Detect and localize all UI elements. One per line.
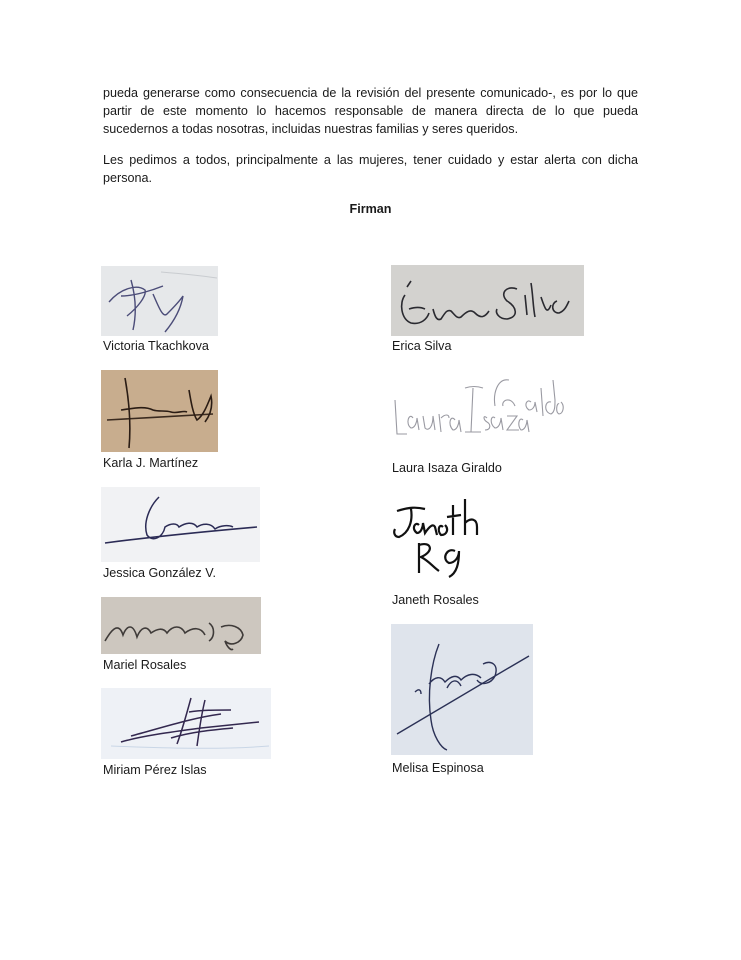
signatory-name: Laura Isaza Giraldo: [392, 461, 502, 475]
signatures-title: Firman: [349, 202, 392, 216]
signature-melisa-espinosa: [391, 624, 533, 755]
signatory-name: Karla J. Martínez: [103, 456, 199, 470]
signatory-name: Melisa Espinosa: [392, 761, 484, 775]
signature-victoria-tkachkova: [101, 266, 218, 336]
signature-laura-isaza: [391, 372, 566, 452]
signature-janeth-rosales: [391, 493, 489, 579]
signature-karla-martinez: [101, 370, 218, 452]
signature-jessica-gonzalez: [101, 487, 260, 562]
signatory-name: Miriam Pérez Islas: [103, 763, 207, 777]
signatory-name: Erica Silva: [392, 339, 452, 353]
body-paragraph-2: Les pedimos a todos, principalmente a las mujeres, tener cuidado y estar alerta con dicha persona.: [103, 153, 638, 185]
signatory-name: Jessica González V.: [103, 566, 216, 580]
signature-mariel-rosales: [101, 597, 261, 654]
signatory-name: Victoria Tkachkova: [103, 339, 209, 353]
signature-miriam-perez: [101, 688, 271, 759]
body-paragraph-1: pueda generarse como consecuencia de la revisión del presente comunicado-, es por lo que partir de este momento lo hacemos responsable de manera directa de lo que pueda sucedernos a todas nosotras, incluidas nuestras familias y seres queridos.: [103, 86, 638, 136]
signatory-name: Mariel Rosales: [103, 658, 187, 672]
signatory-name: Janeth Rosales: [392, 593, 479, 607]
signature-erica-silva: [391, 265, 584, 336]
